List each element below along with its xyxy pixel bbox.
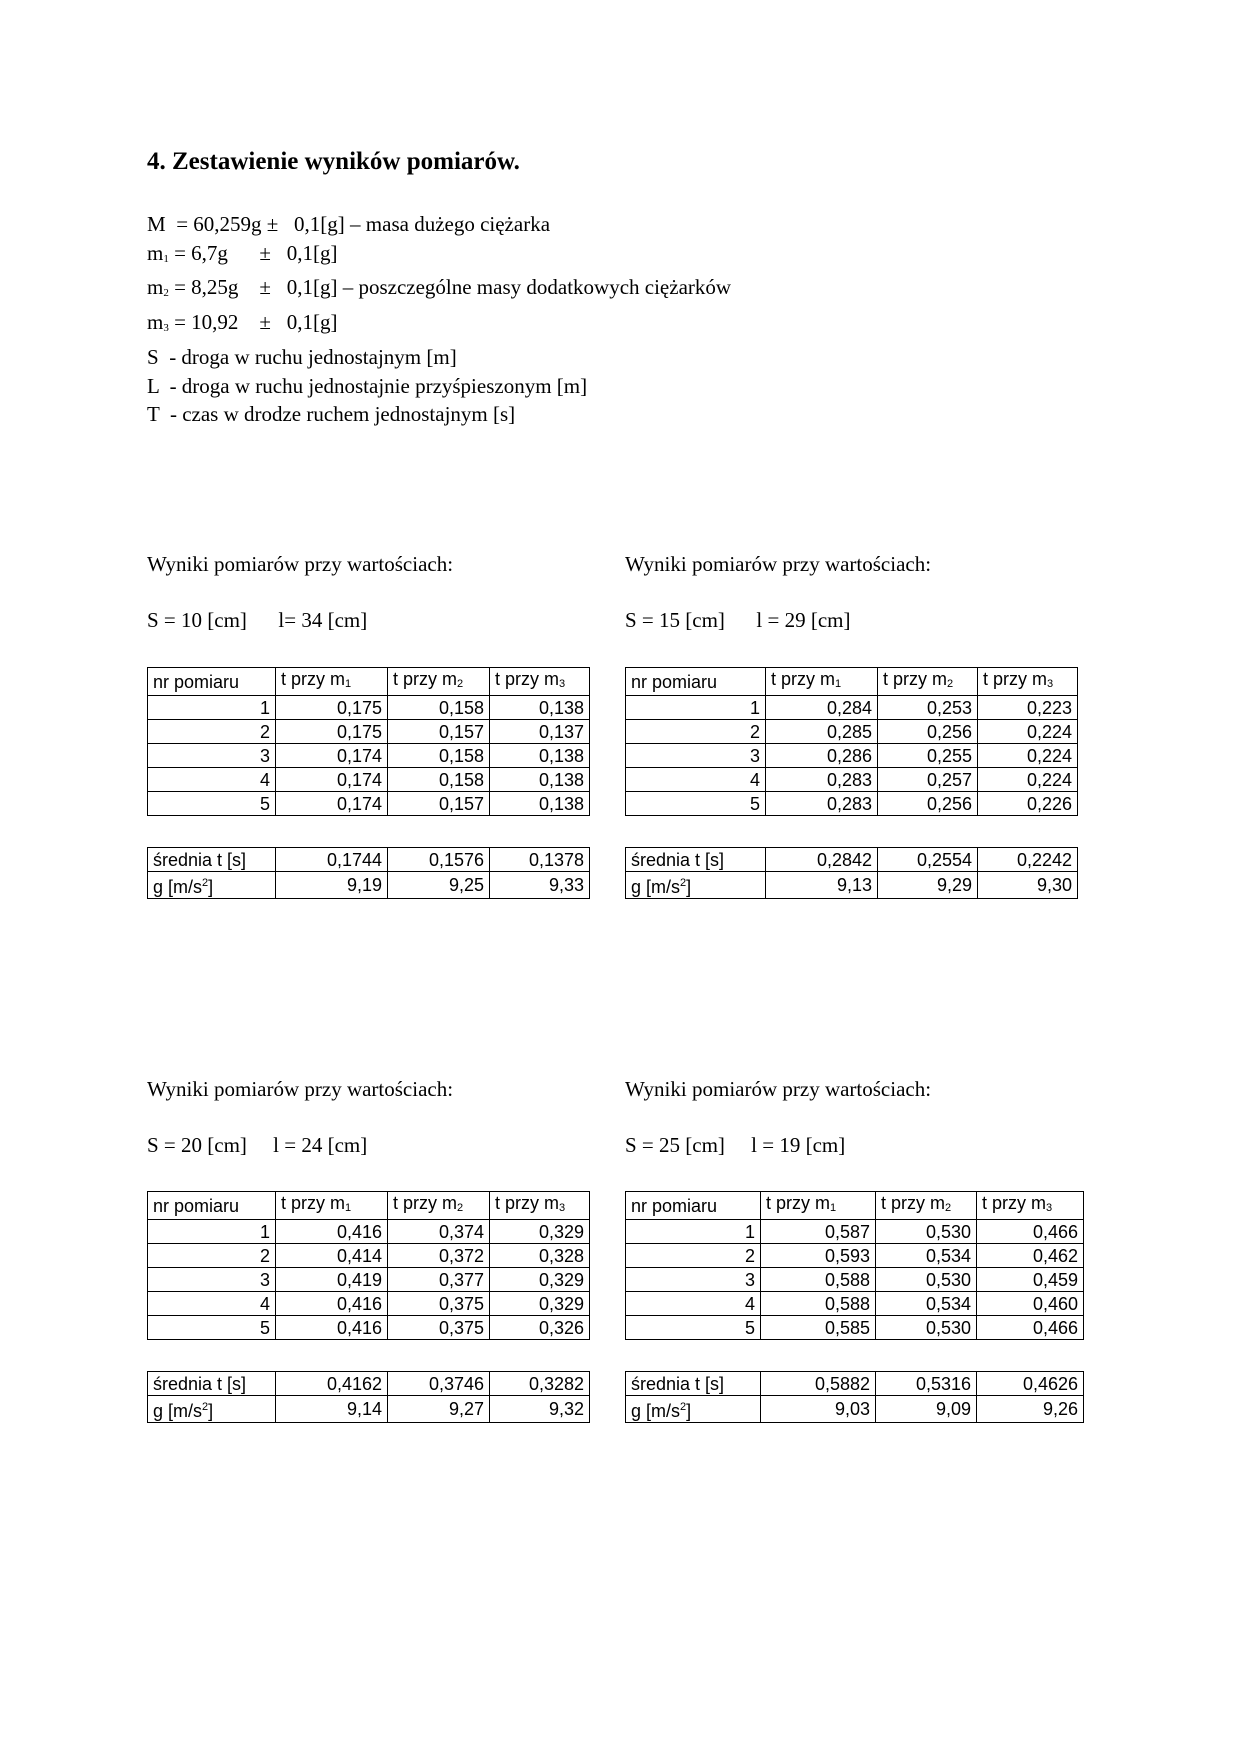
- header-t-m3: t przy $m_3$: [977, 1192, 1084, 1220]
- cell-t2: 0,157: [388, 720, 490, 744]
- mean-t1: 0,4162: [276, 1372, 388, 1396]
- cell-t1: 0,588: [761, 1268, 876, 1292]
- g-t3: 9,26: [977, 1396, 1084, 1423]
- measurements-table: [147, 667, 590, 816]
- cell-t1: 0,414: [276, 1244, 388, 1268]
- mean-row: [148, 1372, 590, 1396]
- table-row: [626, 1244, 1084, 1268]
- cell-t1: 0,585: [761, 1316, 876, 1340]
- cell-nr: 3: [626, 1268, 761, 1292]
- table-row: [626, 792, 1078, 816]
- table-row: [148, 792, 590, 816]
- g-label: g $[m/s^2]$: [626, 1396, 761, 1423]
- mean-row: [148, 848, 590, 872]
- definition-T: T - czas w drodze ruchem jednostajnym [s]: [147, 402, 516, 427]
- header-t-m2: t przy $m_2$: [878, 668, 978, 696]
- g-t1: 9,03: [761, 1396, 876, 1423]
- cell-t3: 0,224: [978, 768, 1078, 792]
- measurements-table: [625, 1191, 1084, 1340]
- g-row: [626, 1396, 1084, 1423]
- table-row: [148, 768, 590, 792]
- g-row: [148, 1396, 590, 1423]
- results-block-header: [147, 1077, 453, 1161]
- table-row: [626, 1316, 1084, 1340]
- g-t1: 9,14: [276, 1396, 388, 1423]
- mean-row: [626, 848, 1078, 872]
- definition-M: M = 60,259g ± 0,1[g] – masa dużego ciężarka: [147, 212, 551, 236]
- cell-nr: 1: [148, 1220, 276, 1244]
- cell-t3: 0,329: [490, 1268, 590, 1292]
- cell-nr: 4: [148, 1292, 276, 1316]
- cell-t1: 0,286: [766, 744, 878, 768]
- cell-t2: 0,530: [876, 1316, 977, 1340]
- cell-t3: 0,328: [490, 1244, 590, 1268]
- g-label: g $[m/s^2]$: [148, 872, 276, 899]
- cell-nr: 3: [626, 744, 766, 768]
- summary-table: [147, 847, 590, 899]
- cell-t2: 0,534: [876, 1292, 977, 1316]
- results-caption: Wyniki pomiarów przy wartościach:: [625, 1077, 932, 1101]
- table-row: [148, 696, 590, 720]
- cell-t2: 0,530: [876, 1220, 977, 1244]
- mean-t3: 0,2242: [978, 848, 1078, 872]
- cell-nr: 1: [626, 696, 766, 720]
- table-row: [626, 696, 1078, 720]
- definitions-list: [147, 210, 731, 429]
- cell-t1: 0,284: [766, 696, 878, 720]
- cell-t3: 0,459: [977, 1268, 1084, 1292]
- g-label: g $[m/s^2]$: [626, 872, 766, 899]
- cell-nr: 1: [626, 1220, 761, 1244]
- table-row: [626, 1220, 1084, 1244]
- cell-t1: 0,587: [761, 1220, 876, 1244]
- cell-t3: 0,466: [977, 1316, 1084, 1340]
- cell-t1: 0,593: [761, 1244, 876, 1268]
- table-row: [148, 1292, 590, 1316]
- definition-L: L - droga w ruchu jednostajnie przyśpieszonym [m]: [147, 373, 588, 398]
- cell-t1: 0,283: [766, 768, 878, 792]
- header-t-m1: t przy $m_1$: [766, 668, 878, 696]
- table-row: [626, 744, 1078, 768]
- table-row: [626, 1292, 1084, 1316]
- table-header-row: [626, 1192, 1084, 1220]
- table-row: [148, 1268, 590, 1292]
- results-caption: Wyniki pomiarów przy wartościach:: [147, 552, 454, 576]
- table-row: [626, 768, 1078, 792]
- table-header-row: [148, 668, 590, 696]
- results-parameters: S = 20 [cm] l = 24 [cm]: [147, 1133, 368, 1157]
- mean-t1: 0,5882: [761, 1372, 876, 1396]
- table-row: [148, 1220, 590, 1244]
- mean-t1: 0,1744: [276, 848, 388, 872]
- header-t-m2: t przy $m_2$: [388, 1192, 490, 1220]
- cell-nr: 1: [148, 696, 276, 720]
- header-t-m1: t przy $m_1$: [761, 1192, 876, 1220]
- cell-nr: 2: [626, 1244, 761, 1268]
- cell-t3: 0,462: [977, 1244, 1084, 1268]
- cell-t2: 0,530: [876, 1268, 977, 1292]
- cell-t2: 0,255: [878, 744, 978, 768]
- mean-t3: 0,3282: [490, 1372, 590, 1396]
- table-row: [148, 744, 590, 768]
- g-t2: 9,27: [388, 1396, 490, 1423]
- header-nr: nr pomiaru: [626, 1192, 761, 1220]
- mean-t3: 0,4626: [977, 1372, 1084, 1396]
- cell-nr: 4: [626, 768, 766, 792]
- definition-S: S - droga w ruchu jednostajnym [m]: [147, 344, 457, 369]
- cell-t1: 0,419: [276, 1268, 388, 1292]
- cell-t1: 0,174: [276, 768, 388, 792]
- g-row: [626, 872, 1078, 899]
- mean-t2: 0,1576: [388, 848, 490, 872]
- cell-t2: 0,372: [388, 1244, 490, 1268]
- cell-nr: 5: [148, 1316, 276, 1340]
- summary-table: [147, 1371, 590, 1423]
- mean-t2: 0,3746: [388, 1372, 490, 1396]
- g-t3: 9,33: [490, 872, 590, 899]
- cell-t3: 0,138: [490, 696, 590, 720]
- mean-t1: 0,2842: [766, 848, 878, 872]
- cell-t1: 0,416: [276, 1292, 388, 1316]
- g-label: g $[m/s^2]$: [148, 1396, 276, 1423]
- cell-t1: 0,174: [276, 744, 388, 768]
- cell-nr: 3: [148, 744, 276, 768]
- cell-nr: 2: [148, 720, 276, 744]
- mean-label: średnia t [s]: [626, 848, 766, 872]
- cell-t2: 0,375: [388, 1316, 490, 1340]
- cell-t3: 0,466: [977, 1220, 1084, 1244]
- results-caption: Wyniki pomiarów przy wartościach:: [147, 1077, 454, 1101]
- cell-t3: 0,138: [490, 792, 590, 816]
- header-nr: nr pomiaru: [626, 668, 766, 696]
- measurements-table: [147, 1191, 590, 1340]
- table-row: [626, 1268, 1084, 1292]
- mean-t3: 0,1378: [490, 848, 590, 872]
- mean-label: średnia t [s]: [148, 848, 276, 872]
- results-parameters: S = 15 [cm] l = 29 [cm]: [625, 608, 851, 632]
- table-row: [148, 1316, 590, 1340]
- cell-t2: 0,375: [388, 1292, 490, 1316]
- cell-t1: 0,174: [276, 792, 388, 816]
- header-t-m3: t przy $m_3$: [490, 668, 590, 696]
- mean-row: [626, 1372, 1084, 1396]
- cell-t1: 0,175: [276, 696, 388, 720]
- cell-nr: 5: [148, 792, 276, 816]
- table-header-row: [626, 668, 1078, 696]
- g-t2: 9,09: [876, 1396, 977, 1423]
- header-t-m3: t przy $m_3$: [490, 1192, 590, 1220]
- cell-t1: 0,416: [276, 1220, 388, 1244]
- definition-m2: $m_2 = 8,25g$ ± 0,1[g] – poszczególne masy dodatkowych ciężarków: [147, 275, 732, 300]
- definition-m1: $m_1 = 6,7g$ ± 0,1[g]: [147, 240, 338, 265]
- cell-nr: 2: [626, 720, 766, 744]
- g-t2: 9,25: [388, 872, 490, 899]
- results-parameters: S = 25 [cm] l = 19 [cm]: [625, 1133, 846, 1157]
- g-t1: 9,13: [766, 872, 878, 899]
- cell-t3: 0,223: [978, 696, 1078, 720]
- cell-t3: 0,460: [977, 1292, 1084, 1316]
- cell-t3: 0,329: [490, 1292, 590, 1316]
- header-t-m2: t przy $m_2$: [388, 668, 490, 696]
- summary-table: [625, 1371, 1084, 1423]
- mean-label: średnia t [s]: [626, 1372, 761, 1396]
- results-caption: Wyniki pomiarów przy wartościach:: [625, 552, 932, 576]
- section-title: 4. Zestawienie wyników pomiarów.: [147, 148, 520, 175]
- header-nr: nr pomiaru: [148, 668, 276, 696]
- table-row: [626, 720, 1078, 744]
- cell-t3: 0,226: [978, 792, 1078, 816]
- g-row: [148, 872, 590, 899]
- cell-t3: 0,329: [490, 1220, 590, 1244]
- cell-t2: 0,158: [388, 696, 490, 720]
- definition-m3: $m_3 = 10,92$ ± 0,1[g]: [147, 310, 338, 335]
- cell-t2: 0,158: [388, 744, 490, 768]
- cell-t3: 0,138: [490, 744, 590, 768]
- table-row: [148, 720, 590, 744]
- measurements-table: [625, 667, 1078, 816]
- cell-t2: 0,374: [388, 1220, 490, 1244]
- cell-t3: 0,138: [490, 768, 590, 792]
- g-t2: 9,29: [878, 872, 978, 899]
- table-row: [148, 1244, 590, 1268]
- cell-t1: 0,285: [766, 720, 878, 744]
- mean-label: średnia t [s]: [148, 1372, 276, 1396]
- cell-nr: 4: [148, 768, 276, 792]
- header-t-m1: t przy $m_1$: [276, 1192, 388, 1220]
- cell-nr: 4: [626, 1292, 761, 1316]
- g-t3: 9,32: [490, 1396, 590, 1423]
- cell-t1: 0,175: [276, 720, 388, 744]
- mean-t2: 0,5316: [876, 1372, 977, 1396]
- header-t-m2: t przy $m_2$: [876, 1192, 977, 1220]
- g-t1: 9,19: [276, 872, 388, 899]
- cell-t1: 0,283: [766, 792, 878, 816]
- header-t-m3: t przy $m_3$: [978, 668, 1078, 696]
- cell-t2: 0,157: [388, 792, 490, 816]
- cell-t3: 0,224: [978, 744, 1078, 768]
- cell-t1: 0,588: [761, 1292, 876, 1316]
- cell-t2: 0,377: [388, 1268, 490, 1292]
- mean-t2: 0,2554: [878, 848, 978, 872]
- table-header-row: [148, 1192, 590, 1220]
- cell-t3: 0,137: [490, 720, 590, 744]
- results-parameters: S = 10 [cm] l= 34 [cm]: [147, 608, 368, 632]
- results-block-header: [147, 552, 453, 636]
- cell-t1: 0,416: [276, 1316, 388, 1340]
- cell-t2: 0,257: [878, 768, 978, 792]
- results-block-header: [625, 552, 931, 636]
- cell-t2: 0,534: [876, 1244, 977, 1268]
- cell-nr: 5: [626, 1316, 761, 1340]
- cell-t2: 0,158: [388, 768, 490, 792]
- g-t3: 9,30: [978, 872, 1078, 899]
- cell-nr: 5: [626, 792, 766, 816]
- cell-nr: 2: [148, 1244, 276, 1268]
- cell-t3: 0,326: [490, 1316, 590, 1340]
- header-nr: nr pomiaru: [148, 1192, 276, 1220]
- cell-t2: 0,256: [878, 720, 978, 744]
- cell-t2: 0,256: [878, 792, 978, 816]
- header-t-m1: t przy $m_1$: [276, 668, 388, 696]
- cell-t3: 0,224: [978, 720, 1078, 744]
- summary-table: [625, 847, 1078, 899]
- cell-t2: 0,253: [878, 696, 978, 720]
- cell-nr: 3: [148, 1268, 276, 1292]
- results-block-header: [625, 1077, 931, 1161]
